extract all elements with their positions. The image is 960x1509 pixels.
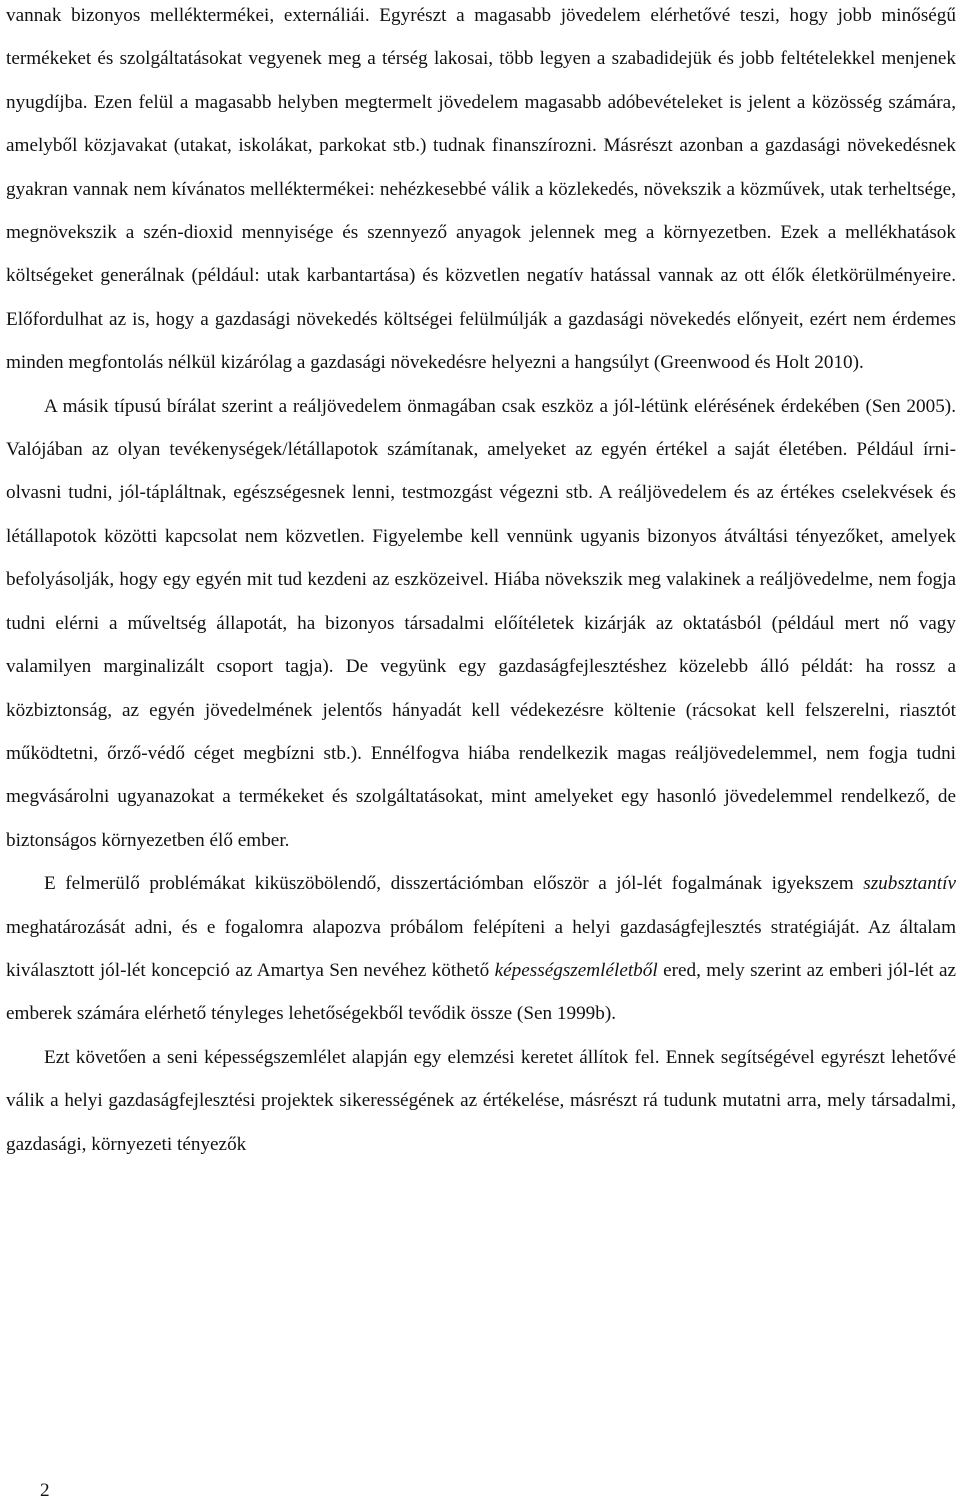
paragraph-1: vannak bizonyos melléktermékei, externáliái. Egyrészt a magasabb jövedelem elérhetővé teszi, hogy jobb minőségű termékeket és szolgáltatásokat vegyenek meg a térség lakosai, több legyen a szabadidejük és jobb feltételekkel menjenek nyugdíjba. Ezen felül a magasabb helyben megtermelt jövedelem magasabb adóbevételeket is jelent a közösség számára, amelyből közjavakat (utakat, iskolákat, parkokat stb.) tudnak finanszírozni. Másrészt azonban a gazdasági növekedésnek gyakran vannak nem kívánatos melléktermékei: nehézkesebbé válik a közlekedés, növekszik a közművek, utak terheltsége, megnövekszik a szén-dioxid mennyisége és szennyező anyagok jelennek meg a környezetben. Ezek a mellékhatások költségeket generálnak (például: utak karbantartása) és közvetlen negatív hatással vannak az ott élők életkörülményeire. Előfordulhat az is, hogy a gazdasági növekedés költségei felülmúlják a gazdasági növekedés előnyeit, ezért nem érdemes minden megfontolás nélkül kizárólag a gazdasági növekedésre helyezni a hangsúlyt (Greenwood és Holt 2010).: [6, 5, 956, 374]
paragraph-3-part-1: E felmerülő problémákat kiküszöbölendő, disszertációmban először a jól-lét fogalmának igyekszem: [44, 873, 864, 895]
page-number: 2: [40, 1480, 50, 1501]
paragraph-3-part-2: meghatározását adni, és e fogalomra alapozva próbálom felépíteni a helyi gazdaságfejlesztés stratégiáját. Az általam kiválasztott jól-lét koncepció az Amartya Sen nevéhez köthető: [6, 916, 956, 981]
paragraph-3-part-3: ered, mely szerint az emberi jól-lét az emberek számára elérhető tényleges lehetőségekből tevődik össze (Sen 1999b).: [6, 959, 957, 1025]
italic-term-szubsztantiv: szubsztantív: [863, 873, 956, 895]
body-text: [6, 0, 956, 1166]
paragraph-3: [6, 862, 956, 1036]
paragraph-2: A másik típusú bírálat szerint a reáljövedelem önmagában csak eszköz a jól-létünk elérésének érdekében (Sen 2005). Valójában az olyan tevékenységek/létállapotok számítanak, amelyeket az egyén értékel a saját életében. Például írni-olvasni tudni, jól-tápláltnak, egészségesnek lenni, testmozgást végezni stb. A reáljövedelem és az értékes cselekvések és létállapotok közötti kapcsolat nem közvetlen. Figyelembe kell vennünk ugyanis bizonyos átváltási tényezőket, amelyek befolyásolják, hogy egy egyén mit tud kezdeni az eszközeivel. Hiába növekszik meg valakinek a reáljövedelme, nem fogja tudni elérni a műveltség állapotát, ha bizonyos társadalmi előítéletek kizárják az oktatásból (például mert nő vagy valamilyen marginalizált csoport tagja). De vegyünk egy gazdaságfejlesztéshez közelebb álló példát: ha rossz a közbiztonság, az egyén jövedelmének jelentős hányadát kell védekezésre költenie (rácsokat kell felszerelni, riasztót működtetni, őrző-védő céget megbízni stb.). Ennélfogva hiába rendelkezik magas reáljövedelemmel, nem fogja tudni megvásárolni ugyanazokat a termékeket és szolgáltatásokat, mint amelyeket egy hasonló jövedelemmel rendelkező, de biztonságos környezetben élő ember.: [6, 395, 956, 851]
paragraph-4: Ezt követően a seni képességszemlélet alapján egy elemzési keretet állítok fel. Ennek segítségével egyrészt lehetővé válik a helyi gazdaságfejlesztési projektek sikerességének az értékelése, másrészt rá tudunk mutatni arra, mely társadalmi, gazdasági, környezeti tényezők: [6, 1046, 956, 1155]
italic-term-kepessegszemlelet: képességszemléletből: [494, 959, 658, 981]
